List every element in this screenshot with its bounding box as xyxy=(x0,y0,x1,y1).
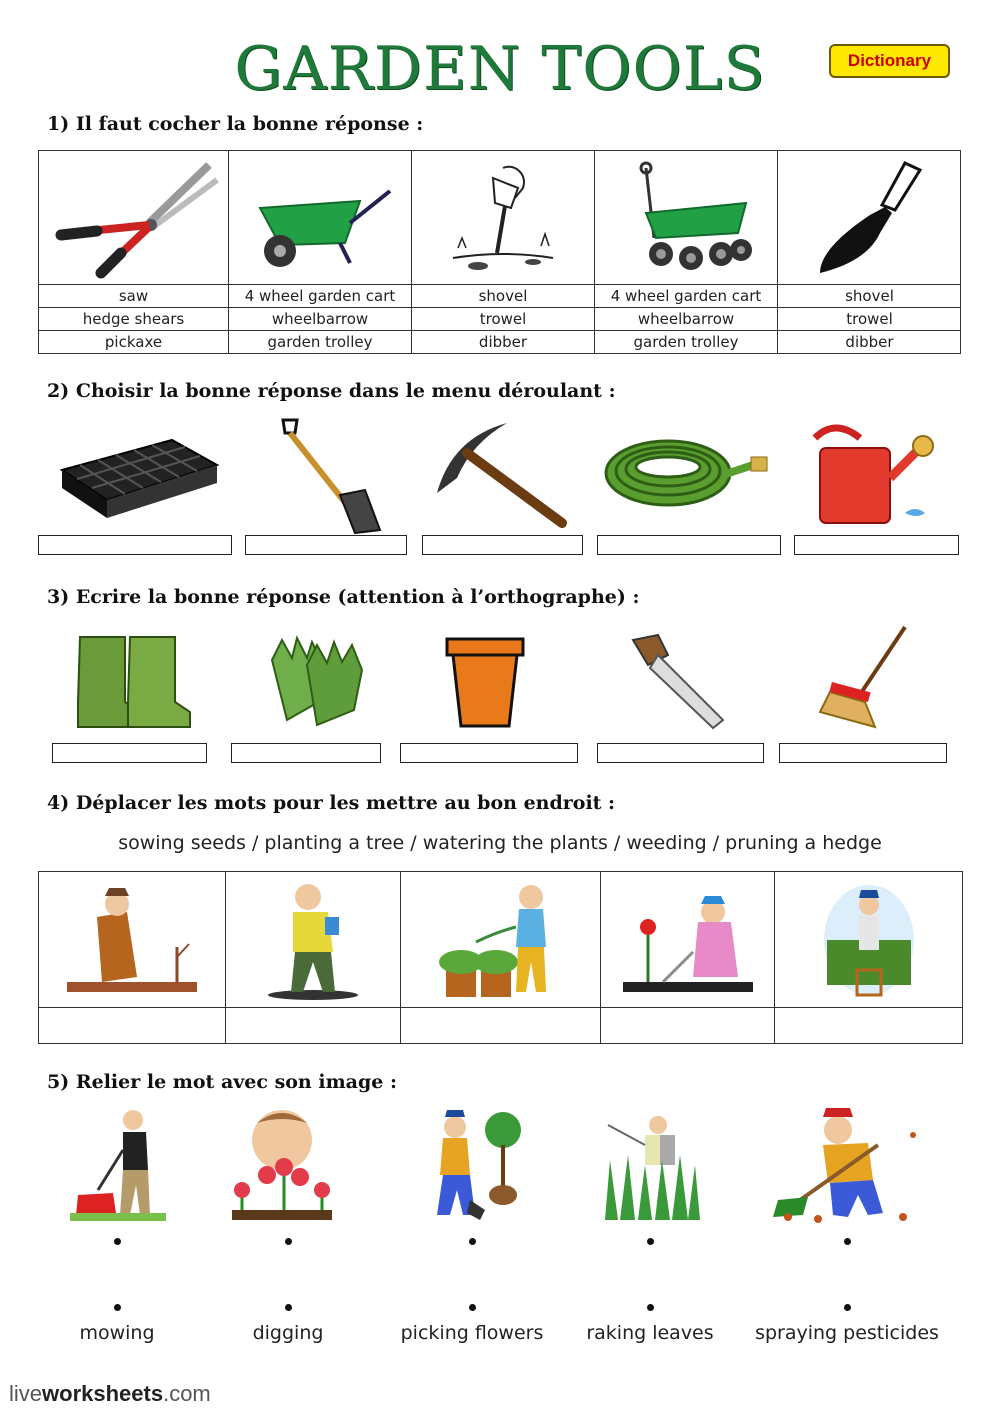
choice-option[interactable]: dibber xyxy=(478,333,528,351)
trowel-icon xyxy=(778,151,961,284)
choice-option[interactable]: shovel xyxy=(845,287,894,305)
choice-option[interactable]: shovel xyxy=(478,287,528,305)
choice-option[interactable]: pickaxe xyxy=(104,333,163,351)
match-dot-word-3[interactable] xyxy=(469,1304,476,1311)
raking-scene-icon xyxy=(768,1105,928,1225)
dictionary-button[interactable]: Dictionary xyxy=(829,44,950,78)
sowing-scene-icon xyxy=(39,872,225,1007)
match-word-picking-flowers: picking flowers xyxy=(400,1322,544,1344)
word-bank[interactable]: sowing seeds / planting a tree / watering the plants / weeding / pruning a hedge xyxy=(118,832,882,854)
planting-scene-icon xyxy=(425,1105,535,1225)
match-word-digging: digging xyxy=(252,1322,324,1344)
pruning-scene-icon xyxy=(775,872,963,1007)
drop-zone-5[interactable] xyxy=(775,1008,963,1044)
mowing-scene-icon xyxy=(68,1105,168,1225)
choice-option[interactable]: saw xyxy=(118,287,149,305)
footer-suffix: .com xyxy=(163,1381,211,1406)
hose-icon xyxy=(603,435,773,510)
match-dot-image-5[interactable] xyxy=(844,1238,851,1245)
match-dot-image-1[interactable] xyxy=(114,1238,121,1245)
answer-select-1[interactable] xyxy=(38,535,232,555)
section1-table xyxy=(38,150,961,354)
answer-select-3[interactable] xyxy=(422,535,583,555)
pickaxe-icon xyxy=(432,418,572,533)
choice-option[interactable]: trowel xyxy=(479,310,527,328)
answer-input-2[interactable] xyxy=(231,743,381,763)
weeding-scene-icon xyxy=(601,872,774,1007)
choice-option[interactable]: trowel xyxy=(846,310,893,328)
garden-cart-icon xyxy=(595,151,777,284)
drop-zone-4[interactable] xyxy=(601,1008,774,1044)
match-dot-word-2[interactable] xyxy=(285,1304,292,1311)
wheelbarrow-icon xyxy=(229,151,411,284)
dibber-icon xyxy=(412,151,594,284)
choice-option[interactable]: garden trolley xyxy=(267,333,373,351)
footer-prefix: live xyxy=(9,1381,43,1406)
choice-option[interactable]: dibber xyxy=(845,333,894,351)
section5-heading: 5) Relier le mot avec son image : xyxy=(47,1071,397,1093)
choice-option[interactable]: 4 wheel garden cart xyxy=(610,287,762,305)
match-dot-word-5[interactable] xyxy=(844,1304,851,1311)
choice-option[interactable]: hedge shears xyxy=(82,310,185,328)
answer-select-2[interactable] xyxy=(245,535,407,555)
rake-icon xyxy=(815,622,915,732)
answer-input-5[interactable] xyxy=(779,743,947,763)
drop-zone-2[interactable] xyxy=(226,1008,400,1044)
answer-input-1[interactable] xyxy=(52,743,207,763)
section4-heading: 4) Déplacer les mots pour les mettre au bon endroit : xyxy=(47,792,616,814)
section4-table xyxy=(38,871,963,1044)
answer-select-5[interactable] xyxy=(794,535,959,555)
footer-bold: worksheets xyxy=(42,1381,164,1406)
picking-flowers-scene-icon xyxy=(222,1105,342,1225)
answer-select-4[interactable] xyxy=(597,535,781,555)
match-dot-image-3[interactable] xyxy=(469,1238,476,1245)
choice-option[interactable]: wheelbarrow xyxy=(637,310,735,328)
match-dot-word-1[interactable] xyxy=(114,1304,121,1311)
match-word-mowing: mowing xyxy=(79,1322,155,1344)
drop-zone-3[interactable] xyxy=(401,1008,600,1044)
page-title: GARDEN TOOLS xyxy=(234,34,766,104)
boots-icon xyxy=(70,632,195,732)
match-word-raking-leaves: raking leaves xyxy=(586,1322,714,1344)
drop-zone-1[interactable] xyxy=(39,1008,225,1044)
choice-option[interactable]: garden trolley xyxy=(633,333,739,351)
seeding-scene-icon xyxy=(226,872,400,1007)
hedge-shears-icon xyxy=(39,151,228,284)
section1-heading: 1) Il faut cocher la bonne réponse : xyxy=(47,113,424,135)
spraying-scene-icon xyxy=(600,1110,700,1220)
watering-scene-icon xyxy=(401,872,600,1007)
section3-heading: 3) Ecrire la bonne réponse (attention à l’orthographe) : xyxy=(47,586,640,608)
match-dot-word-4[interactable] xyxy=(647,1304,654,1311)
section2-heading: 2) Choisir la bonne réponse dans le menu déroulant : xyxy=(47,380,616,402)
choice-option[interactable]: 4 wheel garden cart xyxy=(244,287,396,305)
watering-can-icon xyxy=(805,418,945,533)
gloves-icon xyxy=(262,630,377,730)
match-dot-image-4[interactable] xyxy=(647,1238,654,1245)
match-dot-image-2[interactable] xyxy=(285,1238,292,1245)
answer-input-3[interactable] xyxy=(400,743,578,763)
saw-icon xyxy=(628,630,728,730)
choice-option[interactable]: wheelbarrow xyxy=(271,310,369,328)
flower-pot-icon xyxy=(445,636,525,731)
footer-logo xyxy=(9,1381,211,1407)
spade-icon xyxy=(275,415,385,535)
seed-tray-icon xyxy=(52,430,222,525)
match-word-spraying-pesticides: spraying pesticides xyxy=(755,1322,939,1344)
answer-input-4[interactable] xyxy=(597,743,764,763)
